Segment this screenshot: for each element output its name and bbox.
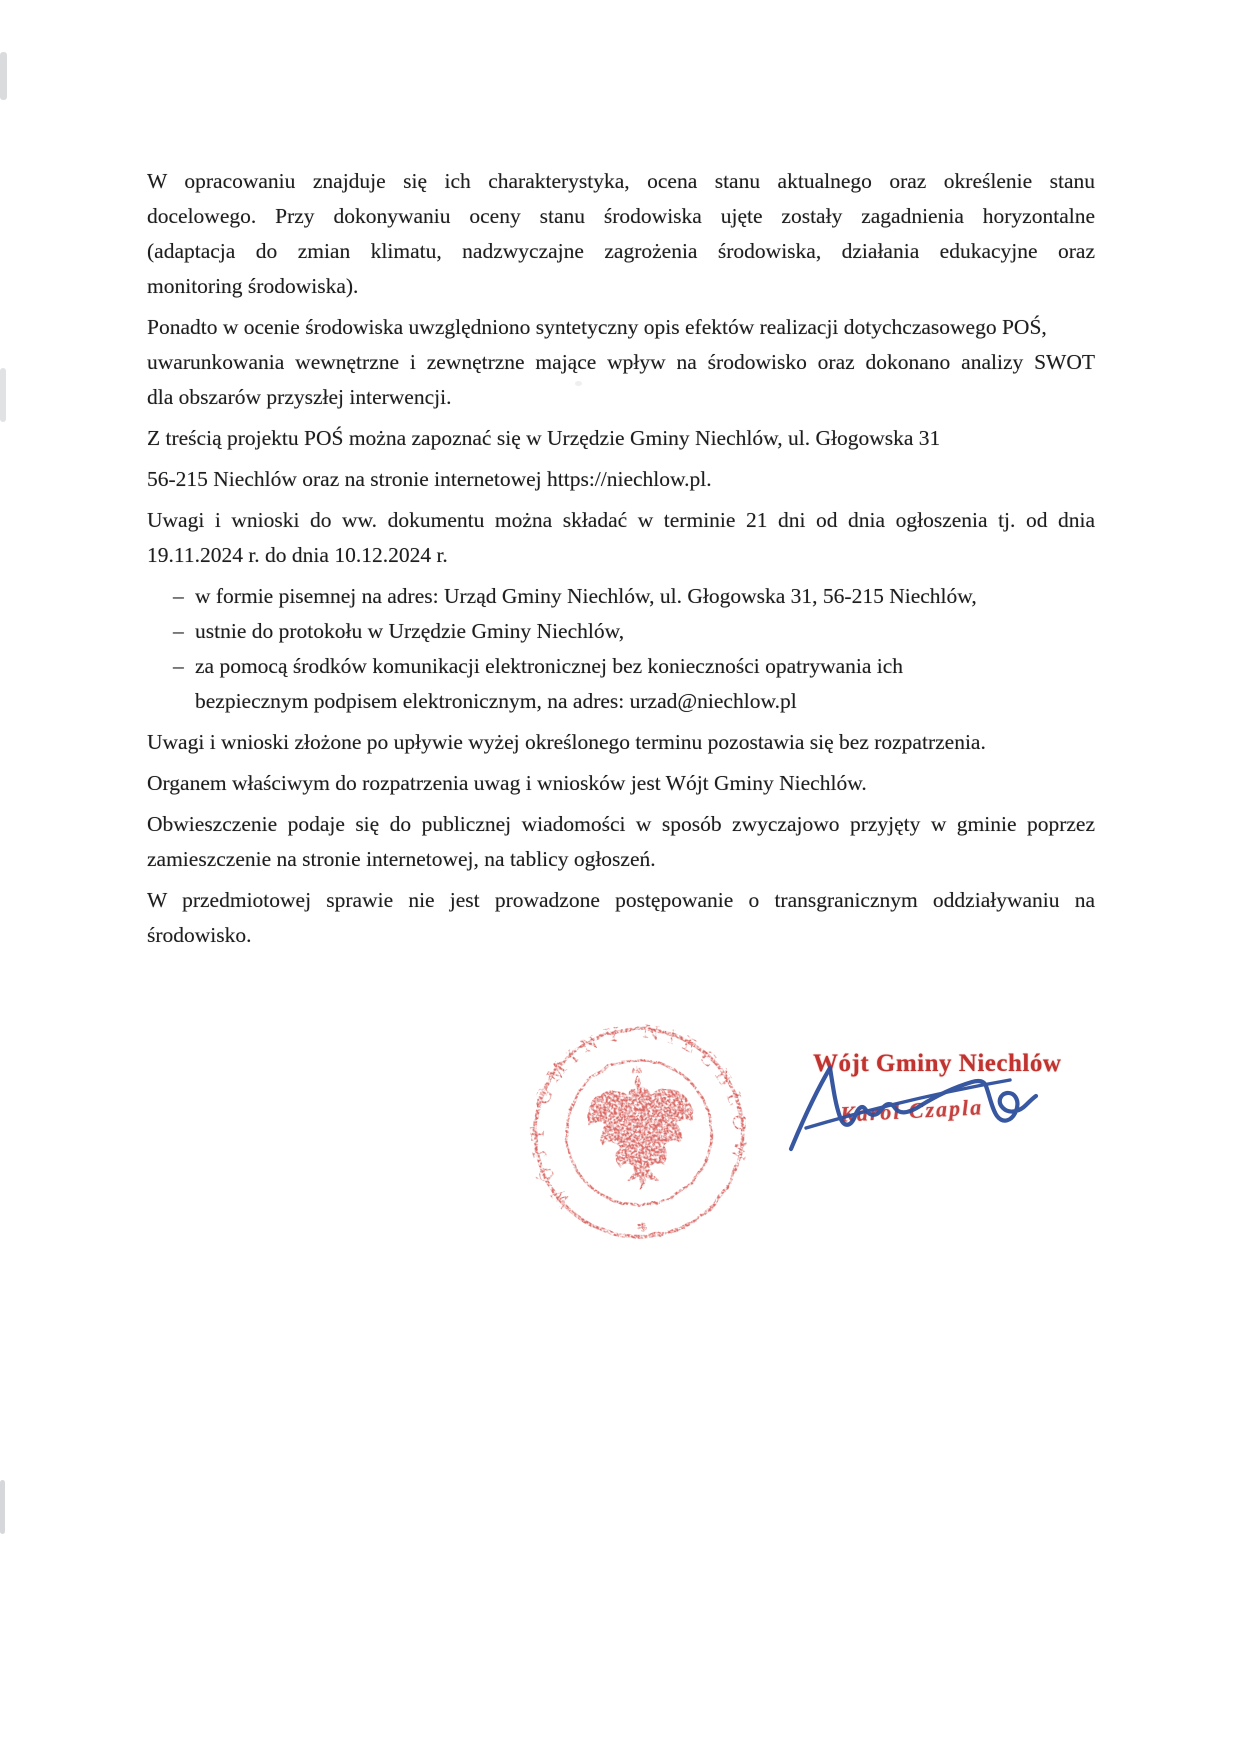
stamp-svg	[526, 1020, 749, 1243]
text-line: monitoring środowiska).	[147, 274, 359, 298]
dash-bullet-icon: –	[173, 654, 184, 678]
bullet-text: bezpiecznym podpisem elektronicznym, na adres: urzad@niechlow.pl	[195, 689, 797, 713]
dash-bullet-icon: –	[173, 584, 184, 608]
paragraph	[147, 883, 1095, 953]
signature-ink-svg	[760, 1050, 1050, 1180]
text-line: Uwagi i wnioski do ww. dokumentu można składać w terminie 21 dni od dnia ogłoszenia tj. od dnia	[147, 508, 1095, 532]
paragraph	[147, 807, 1095, 877]
scan-artifact	[0, 1480, 5, 1534]
text-line: Organem właściwym do rozpatrzenia uwag i wniosków jest Wójt Gminy Niechlów.	[147, 771, 867, 795]
handwritten-signature	[760, 1050, 1050, 1185]
paragraph	[147, 503, 1095, 573]
paragraph	[147, 421, 1095, 456]
signee-name: Karol Czapla	[839, 1094, 984, 1127]
text-line: Ponadto w ocenie środowiska uwzględniono syntetyczny opis efektów realizacji dotychczasowego POŚ,	[147, 315, 1047, 339]
text-line: W opracowaniu znajduje się ich charakterystyka, ocena stanu aktualnego oraz określenie stanu	[147, 169, 1095, 193]
scan-artifact	[0, 52, 7, 100]
text-line: 56-215 Niechlów oraz na stronie internetowej https://niechlow.pl.	[147, 467, 712, 491]
list-item-continuation	[147, 684, 1095, 719]
list-item	[147, 579, 1095, 614]
text-line: Z treścią projektu POŚ można zapoznać się w Urzędzie Gminy Niechlów, ul. Głogowska 31	[147, 426, 941, 450]
text-line: Obwieszczenie podaje się do publicznej wiadomości w sposób zwyczajowo przyjęty w gminie poprzez	[147, 812, 1095, 836]
dash-bullet-icon: –	[173, 619, 184, 643]
text-line: Uwagi i wnioski złożone po upływie wyżej określonego terminu pozostawia się bez rozpatrzenia.	[147, 730, 986, 754]
text-line: środowisko.	[147, 923, 252, 947]
signee-title: Wójt Gminy Niechlów	[813, 1050, 1062, 1077]
bullet-list	[147, 579, 1095, 719]
text-line: uwarunkowania wewnętrzne i zewnętrzne mające wpływ na środowisko oraz dokonano analizy SWOT	[147, 350, 1095, 374]
official-round-stamp	[526, 1020, 749, 1243]
text-line: docelowego. Przy dokonywaniu oceny stanu środowiska ujęte zostały zagadnienia horyzontalne	[147, 204, 1095, 228]
stamp-ring-text: WÓJT GMINY NIECHLÓW	[526, 1020, 750, 1212]
polish-eagle-emblem	[585, 1063, 695, 1191]
paragraph	[147, 310, 1095, 415]
text-line: W przedmiotowej sprawie nie jest prowadzone postępowanie o transgranicznym oddziaływaniu na	[147, 888, 1095, 912]
bullet-text: w formie pisemnej na adres: Urząd Gminy Niechlów, ul. Głogowska 31, 56-215 Niechlów,	[195, 584, 977, 608]
text-line: 19.11.2024 r. do dnia 10.12.2024 r.	[147, 543, 448, 567]
text-line: dla obszarów przyszłej interwencji.	[147, 385, 452, 409]
scan-artifact	[0, 368, 6, 422]
paragraph	[147, 766, 1095, 801]
document-body	[147, 146, 1095, 953]
list-item	[147, 614, 1095, 649]
list-item	[147, 649, 1095, 684]
text-line: zamieszczenie na stronie internetowej, na tablicy ogłoszeń.	[147, 847, 656, 871]
paragraph	[147, 462, 1095, 497]
stamp-ornament: ✽	[635, 1218, 647, 1234]
text-line: (adaptacja do zmian klimatu, nadzwyczajne zagrożenia środowiska, działania edukacyjne oraz	[147, 239, 1095, 263]
bullet-text: za pomocą środków komunikacji elektronicznej bez konieczności opatrywania ich	[195, 654, 904, 678]
signature-stroke	[791, 1068, 830, 1149]
bullet-text: ustnie do protokołu w Urzędzie Gminy Niechlów,	[195, 619, 625, 643]
paragraph	[147, 164, 1095, 304]
paragraph	[147, 725, 1095, 760]
